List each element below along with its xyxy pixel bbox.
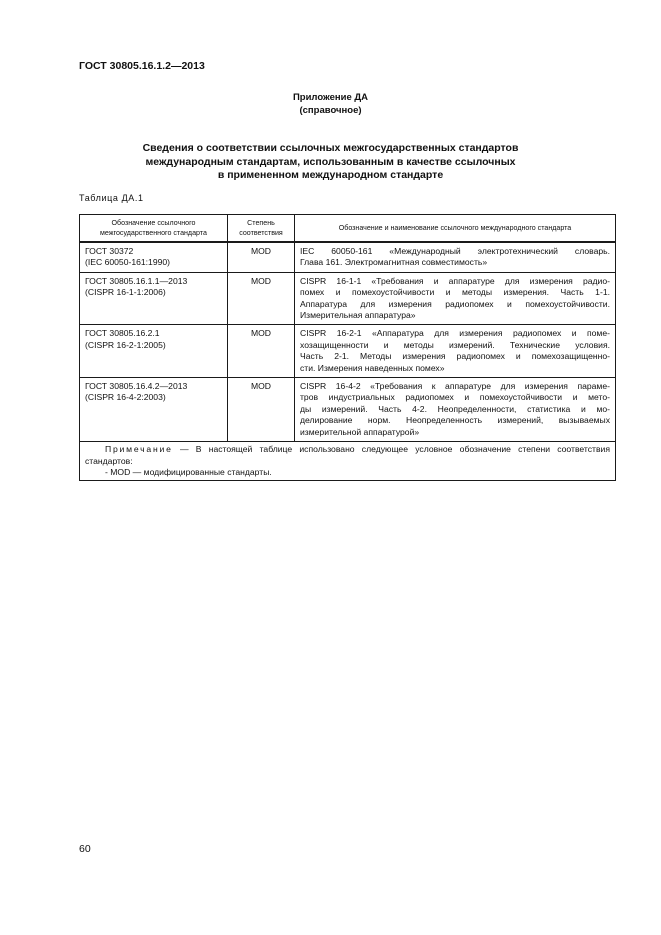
title-line: в примененном международном стандарте [217, 169, 444, 181]
note-label: Примечание [105, 444, 173, 455]
cell-standard: ГОСТ 30805.16.2.1 (CISPR 16-2-1:2005) [80, 325, 228, 378]
header-international-standard: Обозначение и наименование ссылочного международного стандарта [295, 215, 616, 243]
table-row [80, 242, 616, 272]
document-id-header: ГОСТ 30805.16.1.2—2013 [79, 60, 205, 72]
note-text: — В настоящей таблице использовано следующее условное обозначение степени соответствия стандартов: [85, 444, 610, 466]
cell-international: CISPR 16-1-1 «Требования и аппаратуре для измерения радио- помех и помехоустойчивости и методы измерения. Часть 1-1. Аппаратура для измерения радиопомех и помехоустойчивости. Измерительная аппаратура» [295, 272, 616, 325]
cell-degree: MOD [228, 325, 295, 378]
title-line: Сведения о соответствии ссылочных межгосударственных стандартов [142, 142, 519, 154]
document-title [0, 142, 661, 183]
correspondence-table [79, 214, 616, 481]
header-standard: Обозначение ссылочного межгосударственного стандарта [80, 215, 228, 243]
cell-standard: ГОСТ 30805.16.4.2—2013 (CISPR 16-4-2:2003) [80, 378, 228, 442]
page-number: 60 [79, 843, 91, 855]
cell-degree: MOD [228, 242, 295, 272]
table-row [80, 272, 616, 325]
cell-standard: ГОСТ 30805.16.1.1—2013 (CISPR 16-1-1:2006) [80, 272, 228, 325]
annex-title: Приложение ДА [292, 92, 369, 103]
table-header [80, 215, 616, 243]
annex-type: (справочное) [299, 104, 362, 116]
table-row [80, 325, 616, 378]
cell-international: CISPR 16-2-1 «Аппаратура для измерения радиопомех и поме- хозащищенности и методы измерений. Технические условия. Часть 2-1. Методы измерения радиопомех и помехозащищенно- сти. Измерения наведенных помех» [295, 325, 616, 378]
cell-standard: ГОСТ 30372 (IEC 60050-161:1990) [80, 242, 228, 272]
cell-degree: MOD [228, 272, 295, 325]
note-item: - MOD — модифицированные стандарты. [105, 466, 272, 477]
table-note-row [80, 442, 616, 481]
cell-international: CISPR 16-4-2 «Требования к аппаратуре для измерения параме- тров индустриальных радиопомех и помехоустойчивости и мето- ды измерений. Часть 4-2. Неопределенности, статистика и мо- делирование норм. Неопределенность измерений, вызываемых измерительной аппаратурой» [295, 378, 616, 442]
title-line: международным стандартам, использованным в качестве ссылочных [145, 155, 516, 168]
cell-degree: MOD [228, 378, 295, 442]
annex-heading [0, 92, 661, 117]
table-row [80, 378, 616, 442]
header-degree: Степень соответствия [228, 215, 295, 243]
table-note [80, 442, 616, 481]
cell-international: IEC 60050-161 «Международный электротехнический словарь. Глава 161. Электромагнитная совместимость» [295, 242, 616, 272]
table-caption: Таблица ДА.1 [79, 193, 144, 203]
note-paragraph [85, 444, 610, 467]
